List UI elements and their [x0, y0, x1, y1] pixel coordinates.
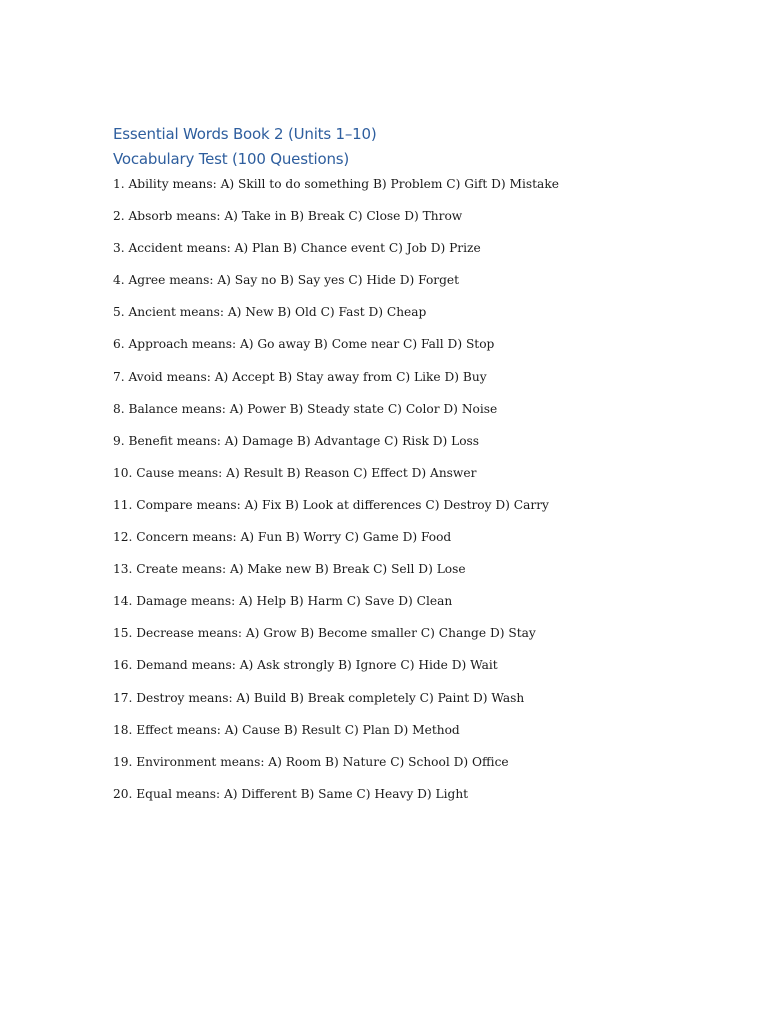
question-19: 19. Environment means: A) Room B) Nature C) School D) Office	[113, 754, 509, 769]
question-1: 1. Ability means: A) Skill to do something B) Problem C) Gift D) Mistake	[113, 177, 559, 191]
question-4: 4. Agree means: A) Say no B) Say yes C) Hide D) Forget	[113, 273, 460, 288]
question-list	[113, 174, 559, 816]
question-13: 13. Create means: A) Make new B) Break C) Sell D) Lose	[113, 562, 466, 577]
question-5: 5. Ancient means: A) New B) Old C) Fast D) Cheap	[113, 305, 427, 320]
question-6: 6. Approach means: A) Go away B) Come near C) Fall D) Stop	[113, 337, 495, 352]
document-title: Essential Words Book 2 (Units 1–10)	[113, 125, 377, 143]
question-8: 8. Balance means: A) Power B) Steady state C) Color D) Noise	[113, 401, 498, 416]
question-15: 15. Decrease means: A) Grow B) Become smaller C) Change D) Stay	[113, 626, 536, 641]
question-17: 17. Destroy means: A) Build B) Break completely C) Paint D) Wash	[113, 690, 525, 705]
question-10: 10. Cause means: A) Result B) Reason C) Effect D) Answer	[113, 465, 477, 480]
question-20: 20. Equal means: A) Different B) Same C) Heavy D) Light	[113, 786, 469, 801]
document-subtitle: Vocabulary Test (100 Questions)	[113, 150, 350, 168]
question-7: 7. Avoid means: A) Accept B) Stay away from C) Like D) Buy	[113, 369, 487, 384]
question-16: 16. Demand means: A) Ask strongly B) Ignore C) Hide D) Wait	[113, 658, 498, 673]
question-14: 14. Damage means: A) Help B) Harm C) Save D) Clean	[113, 594, 453, 609]
question-9: 9. Benefit means: A) Damage B) Advantage C) Risk D) Loss	[113, 433, 480, 448]
question-2: 2. Absorb means: A) Take in B) Break C) Close D) Throw	[113, 209, 463, 224]
question-3: 3. Accident means: A) Plan B) Chance event C) Job D) Prize	[113, 241, 481, 256]
question-11: 11. Compare means: A) Fix B) Look at differences C) Destroy D) Carry	[113, 497, 549, 512]
question-12: 12. Concern means: A) Fun B) Worry C) Game D) Food	[113, 530, 452, 545]
question-18: 18. Effect means: A) Cause B) Result C) Plan D) Method	[113, 722, 460, 737]
